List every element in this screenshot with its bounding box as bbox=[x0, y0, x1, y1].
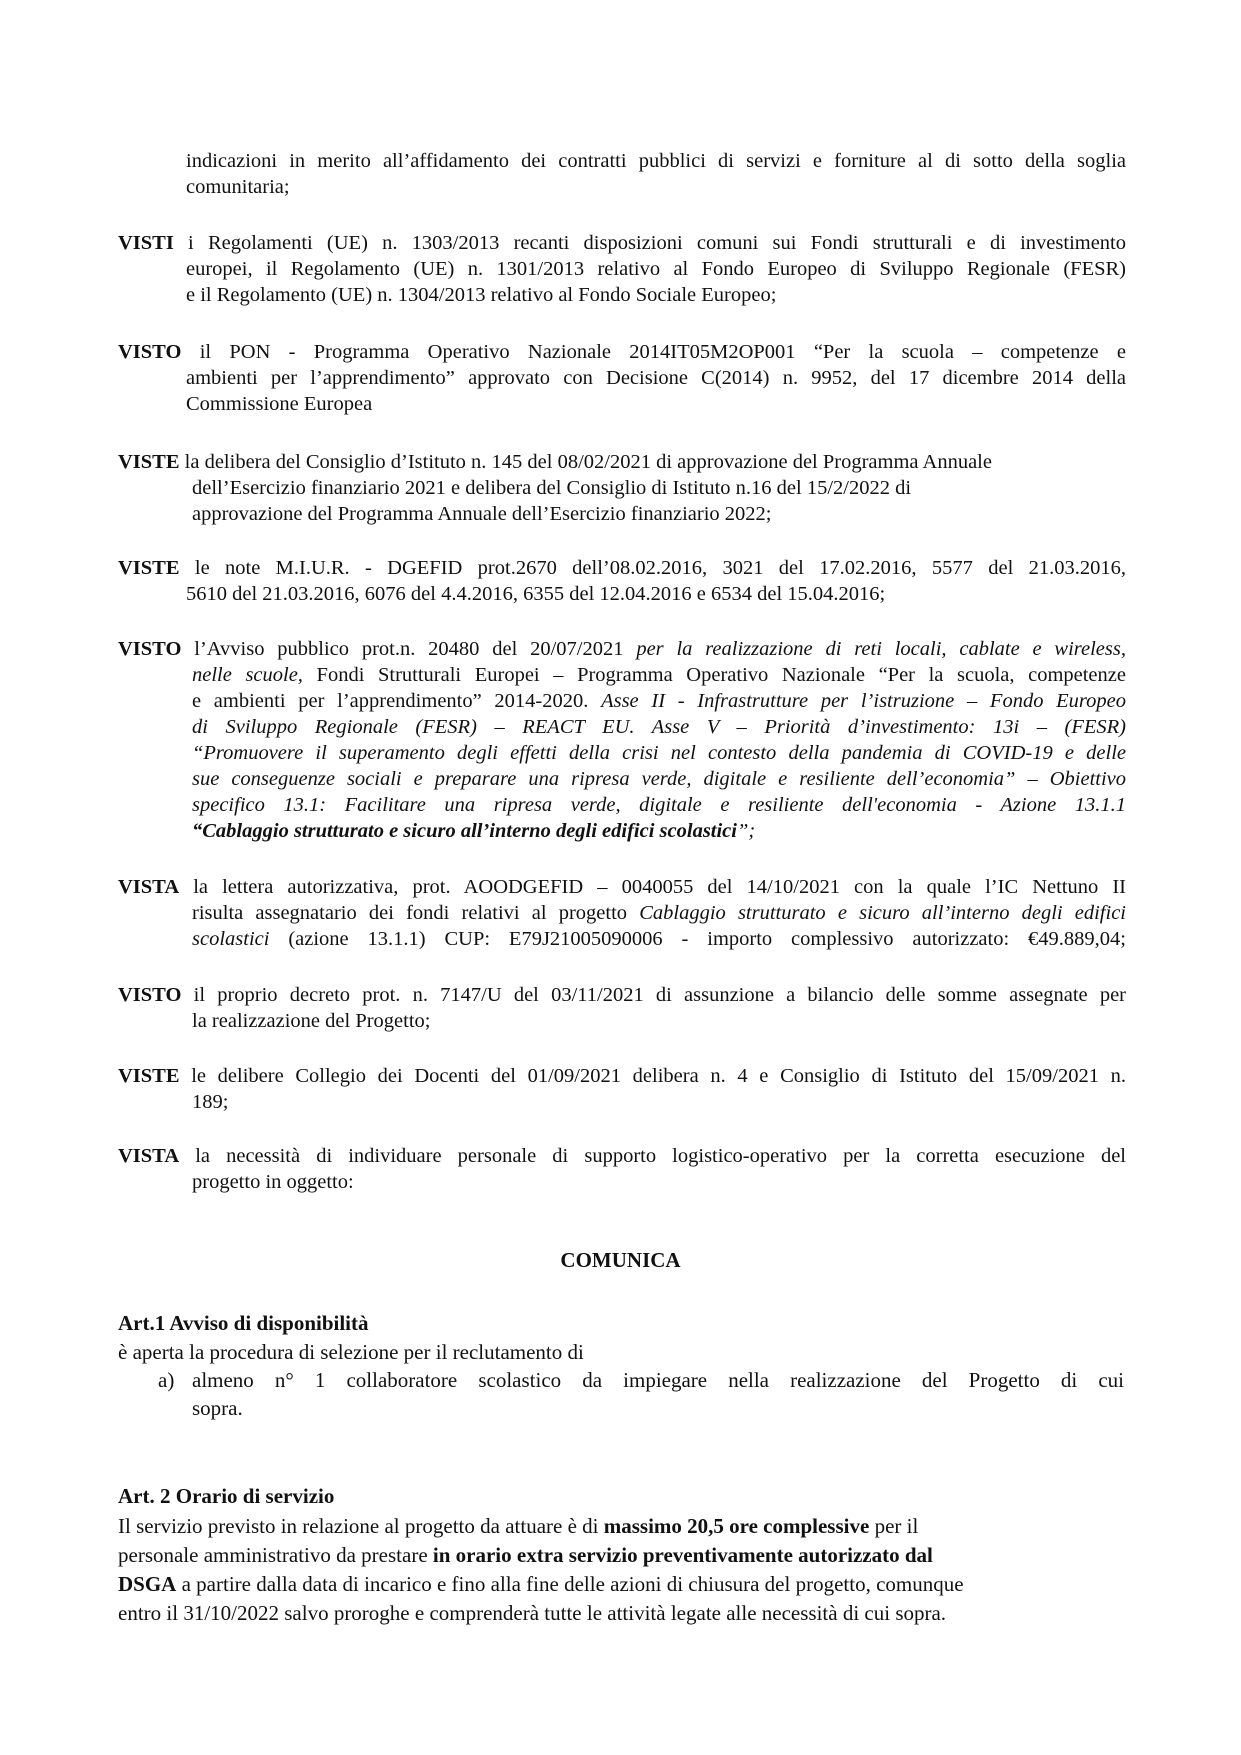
article-1-intro: è aperta la procedura di selezione per il reclutamento di bbox=[118, 1340, 584, 1364]
keyword-visti: VISTI bbox=[118, 232, 174, 254]
text-line bbox=[118, 230, 1126, 256]
text-line bbox=[118, 449, 1126, 475]
article-2-title: Art. 2 Orario di servizio bbox=[118, 1484, 335, 1508]
keyword-visto: VISTO bbox=[118, 638, 182, 660]
text-line bbox=[118, 1143, 1126, 1169]
text-line: specifico 13.1: Facilitare una ripresa verde, digitale e resiliente dell'economia - Azione 13.1.1 bbox=[192, 794, 1126, 816]
italic-span: scolastici bbox=[192, 928, 270, 950]
italic-span: nelle scuole, bbox=[192, 664, 303, 686]
text-span: Il servizio previsto in relazione al progetto da attuare è di bbox=[118, 1514, 604, 1538]
paragraph-visto-decreto bbox=[118, 982, 1126, 1034]
list-item-line: sopra. bbox=[192, 1396, 243, 1420]
text-line bbox=[118, 900, 1126, 926]
paragraph-vista-necessita bbox=[118, 1143, 1126, 1195]
text-line bbox=[118, 1541, 1126, 1570]
bold-span: in orario extra servizio preventivamente autorizzato dal bbox=[432, 1543, 933, 1567]
text-span: e ambienti per l’apprendimento” 2014-2020. bbox=[192, 690, 602, 712]
paragraph-visto-avviso bbox=[118, 636, 1126, 844]
text-line bbox=[118, 555, 1126, 581]
text-line bbox=[118, 874, 1126, 900]
text-line: “Promuovere il superamento degli effetti della crisi nel contesto della pandemia di COVID-19 e delle bbox=[192, 742, 1126, 764]
text-span: il PON - Programma Operativo Nazionale 2014IT05M2OP001 “Per la scuola – competenze e bbox=[181, 341, 1126, 363]
italic-span: ”; bbox=[736, 820, 756, 842]
text-span: a partire dalla data di incarico e fino alla fine delle azioni di chiusura del progetto, comunque bbox=[176, 1572, 964, 1596]
text-span: la lettera autorizzativa, prot. AOODGEFID – 0040055 del 14/10/2021 con la quale l’IC Nettuno II bbox=[179, 876, 1126, 898]
list-item-line: almeno n° 1 collaboratore scolastico da impiegare nella realizzazione del Progetto di cui bbox=[192, 1368, 1124, 1392]
keyword-visto: VISTO bbox=[118, 341, 182, 363]
text-line bbox=[118, 636, 1126, 662]
section-heading-comunica: COMUNICA bbox=[560, 1248, 681, 1272]
text-line: la realizzazione del Progetto; bbox=[192, 1010, 431, 1032]
text-line bbox=[118, 662, 1126, 688]
text-line: di Sviluppo Regionale (FESR) – REACT EU. Asse V – Priorità d’investimento: 13i – (FESR) bbox=[192, 716, 1126, 738]
keyword-viste: VISTE bbox=[118, 451, 180, 473]
text-line: europei, il Regolamento (UE) n. 1301/2013 relativo al Fondo Europeo di Sviluppo Regionale (FESR) bbox=[186, 258, 1126, 280]
list-item bbox=[158, 1366, 1124, 1422]
text-line: dell’Esercizio finanziario 2021 e delibera del Consiglio di Istituto n.16 del 15/2/2022 di bbox=[192, 477, 912, 499]
paragraph-visto-pon bbox=[118, 339, 1126, 417]
text-span: l’Avviso pubblico prot.n. 20480 del 20/07/2021 bbox=[181, 638, 637, 660]
text-span: il proprio decreto prot. n. 7147/U del 03/11/2021 di assunzione a bilancio delle somme assegnate per bbox=[181, 984, 1126, 1006]
text-span: (azione 13.1.1) CUP: E79J21005090006 - importo complessivo autorizzato: €49.889,04; bbox=[269, 928, 1126, 950]
text-line: indicazioni in merito all’affidamento dei contratti pubblici di servizi e forniture al di sotto della soglia bbox=[186, 150, 1126, 172]
italic-span: per la realizzazione di reti locali, cablate e wireless, bbox=[636, 638, 1126, 660]
text-line bbox=[118, 926, 1126, 952]
paragraph-viste-delibera bbox=[118, 449, 1126, 527]
paragraph-viste-delibere bbox=[118, 1063, 1126, 1115]
text-span: personale amministrativo da prestare bbox=[118, 1543, 433, 1567]
text-line bbox=[118, 688, 1126, 714]
text-span: Fondi Strutturali Europei – Programma Operativo Nazionale “Per la scuola, competenze bbox=[302, 664, 1126, 686]
paragraph-visti-regolamenti bbox=[118, 230, 1126, 308]
keyword-visto: VISTO bbox=[118, 984, 182, 1006]
text-span: le note M.I.U.R. - DGEFID prot.2670 dell’08.02.2016, 3021 del 17.02.2016, 5577 del 21.03.2016, bbox=[179, 557, 1126, 579]
text-span: per il bbox=[869, 1514, 919, 1538]
bold-italic-span: “Cablaggio strutturato e sicuro all’interno degli edifici scolastici bbox=[192, 820, 737, 842]
keyword-vista: VISTA bbox=[118, 876, 180, 898]
keyword-viste: VISTE bbox=[118, 1065, 180, 1087]
text-line bbox=[118, 339, 1126, 365]
bold-span: massimo 20,5 ore complessive bbox=[603, 1514, 870, 1538]
keyword-vista: VISTA bbox=[118, 1145, 180, 1167]
text-line: entro il 31/10/2022 salvo proroghe e comprenderà tutte le attività legate alle necessità di cui sopra. bbox=[118, 1601, 947, 1625]
text-line: ambienti per l’apprendimento” approvato con Decisione C(2014) n. 9952, del 17 dicembre 2014 della bbox=[186, 367, 1126, 389]
list-marker: a) bbox=[158, 1368, 175, 1392]
text-line bbox=[118, 1063, 1126, 1089]
italic-span: Cablaggio strutturato e sicuro all’interno degli edifici bbox=[639, 902, 1126, 924]
text-line: approvazione del Programma Annuale dell’Esercizio finanziario 2022; bbox=[192, 503, 772, 525]
italic-span: Asse II - Infrastrutture per l’istruzione – Fondo Europeo bbox=[601, 690, 1126, 712]
text-span: la necessità di individuare personale di supporto logistico-operativo per la corretta esecuzione del bbox=[179, 1145, 1126, 1167]
text-span: risulta assegnatario dei fondi relativi al progetto bbox=[192, 902, 640, 924]
text-line bbox=[118, 982, 1126, 1008]
text-line bbox=[118, 818, 1126, 844]
text-line: e il Regolamento (UE) n. 1304/2013 relativo al Fondo Sociale Europeo; bbox=[186, 284, 777, 306]
text-line: Commissione Europea bbox=[186, 393, 373, 415]
text-line bbox=[118, 1570, 1126, 1599]
text-span: le delibere Collegio dei Docenti del 01/09/2021 delibera n. 4 e Consiglio di Istituto del 15/09/2021 n. bbox=[179, 1065, 1126, 1087]
text-line: comunitaria; bbox=[186, 176, 290, 198]
article-1-title: Art.1 Avviso di disponibilità bbox=[118, 1311, 369, 1335]
paragraph-continuation bbox=[118, 148, 1126, 200]
text-line: 5610 del 21.03.2016, 6076 del 4.4.2016, 6355 del 12.04.2016 e 6534 del 15.04.2016; bbox=[186, 583, 886, 605]
article-2-body bbox=[118, 1512, 1126, 1628]
text-line: sue conseguenze sociali e preparare una ripresa verde, digitale e resiliente dell’economia” – Obiettivo bbox=[192, 768, 1126, 790]
text-span: la delibera del Consiglio d’Istituto n. 145 del 08/02/2021 di approvazione del Programma Annuale bbox=[179, 451, 992, 473]
text-line: 189; bbox=[192, 1091, 229, 1113]
text-span: i Regolamenti (UE) n. 1303/2013 recanti disposizioni comuni sui Fondi strutturali e di investimento bbox=[173, 232, 1126, 254]
paragraph-viste-note-miur bbox=[118, 555, 1126, 607]
keyword-viste: VISTE bbox=[118, 557, 180, 579]
paragraph-vista-lettera bbox=[118, 874, 1126, 952]
bold-span: DSGA bbox=[118, 1572, 177, 1596]
text-line bbox=[118, 1512, 1126, 1541]
text-line: progetto in oggetto: bbox=[192, 1171, 354, 1193]
